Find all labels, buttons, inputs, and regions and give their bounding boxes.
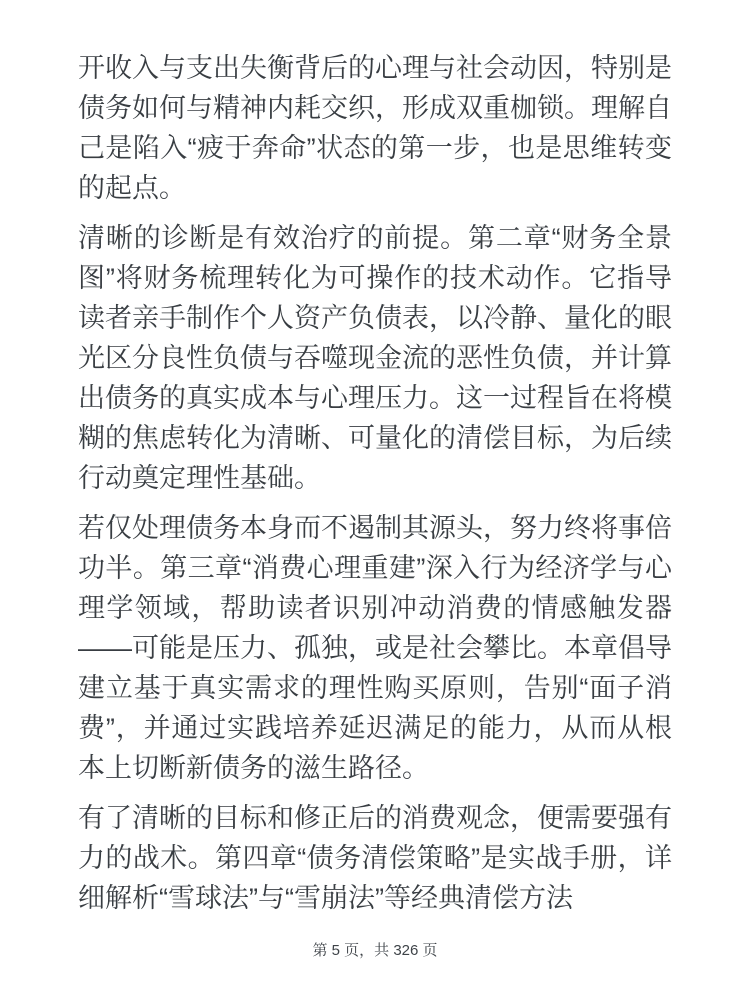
body-paragraph: 开收入与支出失衡背后的心理与社会动因，特别是债务如何与精神内耗交织，形成双重枷锁。理解自己是陷入“疲于奔命”状态的第一步，也是思维转变的起点。	[78, 53, 672, 203]
body-paragraph: 清晰的诊断是有效治疗的前提。第二章“财务全景图”将财务梳理转化为可操作的技术动作。它指导读者亲手制作个人资产负债表，以冷静、量化的眼光区分良性负债与吞噬现金流的恶性负债，并计算出债务的真实成本与心理压力。这一过程旨在将模糊的焦虑转化为清晰、可量化的清偿目标，为后续行动奠定理性基础。	[78, 223, 672, 493]
body-paragraph: 若仅处理债务本身而不遏制其源头，努力终将事倍功半。第三章“消费心理重建”深入行为经济学与心理学领域，帮助读者识别冲动消费的情感触发器——可能是压力、孤独，或是社会攀比。本章倡导建立基于真实需求的理性购买原则，告别“面子消费”，并通过实践培养延迟满足的能力，从而从根本上切断新债务的滋生路径。	[78, 513, 672, 783]
page-number-footer: 第 5 页，共 326 页	[312, 942, 438, 959]
body-paragraph: 有了清晰的目标和修正后的消费观念，便需要强有力的战术。第四章“债务清偿策略”是实战手册，详细解析“雪球法”与“雪崩法”等经典清偿方法	[78, 803, 672, 913]
